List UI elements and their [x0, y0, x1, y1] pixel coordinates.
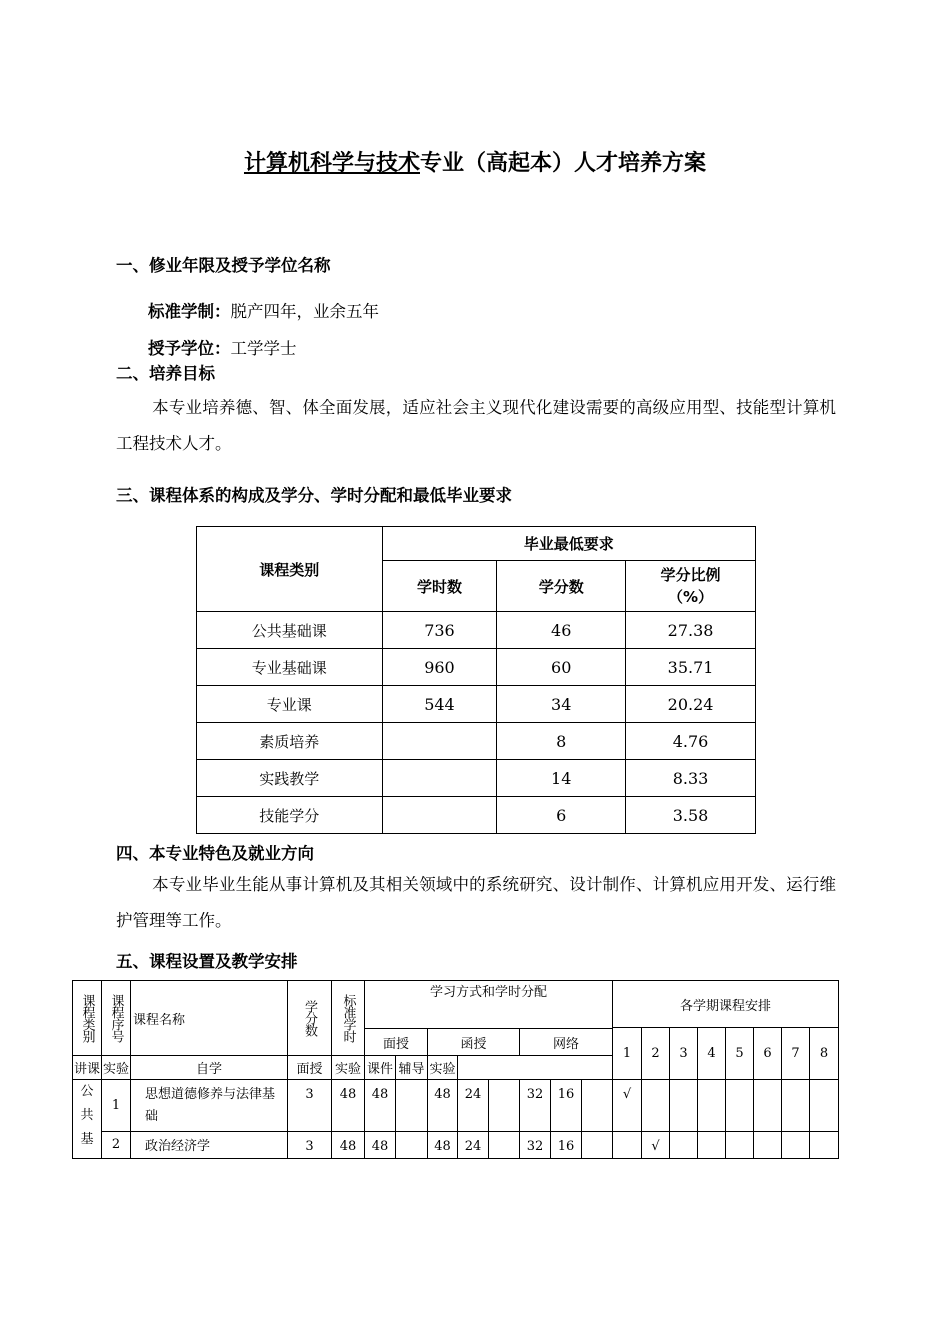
course-mode-hours — [396, 1080, 428, 1132]
page-title — [0, 146, 950, 177]
course-mode-hours: 24 — [458, 1080, 489, 1132]
course-mode-hours — [489, 1080, 520, 1132]
sub-courseware: 课件 — [365, 1056, 396, 1080]
sub-lab2: 实验 — [332, 1056, 365, 1080]
section-4-text — [116, 867, 836, 939]
sem-5: 5 — [726, 1028, 754, 1080]
credit-ratio: 27.38 — [626, 612, 756, 649]
credit-table — [196, 526, 756, 834]
credit-credits: 46 — [497, 612, 626, 649]
credit-hours — [382, 797, 497, 834]
course-mode-hours: 48 — [428, 1132, 458, 1159]
sub-lab: 实验 — [102, 1056, 131, 1080]
sem-7: 7 — [782, 1028, 810, 1080]
section-2-heading: 二、培养目标 — [116, 364, 215, 383]
course-hours: 48 — [332, 1080, 365, 1132]
course-mode-hours: 48 — [365, 1132, 396, 1159]
credit-ratio: 35.71 — [626, 649, 756, 686]
credit-category: 实践教学 — [197, 760, 383, 797]
course-mode-hours — [396, 1132, 428, 1159]
course-mode-hours: 32 — [520, 1132, 551, 1159]
col-credits: 学分数 — [497, 561, 626, 612]
course-semester-cell — [754, 1080, 782, 1132]
objective-text: 本专业培养德、智、体全面发展，适应社会主义现代化建设需要的高级应用型、技能型计算机工程技术人才。 — [116, 398, 836, 453]
col-group: 毕业最低要求 — [382, 527, 755, 561]
course-semester-cell — [810, 1132, 839, 1159]
col-hours: 学时数 — [382, 561, 497, 612]
section-5-heading: 五、课程设置及教学安排 — [116, 952, 298, 971]
course-row — [73, 1132, 839, 1159]
col-ratio: 学分比例（%） — [626, 561, 756, 612]
credit-row — [197, 649, 756, 686]
course-semester-cell — [726, 1080, 754, 1132]
course-semester-cell — [754, 1132, 782, 1159]
sub-tutor: 辅导 — [396, 1056, 428, 1080]
m-face: 面授 — [365, 1029, 428, 1056]
section-3-heading: 三、课程体系的构成及学分、学时分配和最低毕业要求 — [116, 486, 512, 505]
title-rest: 专业（高起本）人才培养方案 — [420, 151, 707, 176]
sub-face: 面授 — [288, 1056, 332, 1080]
course-semester-cell — [810, 1080, 839, 1132]
h-credits: 学分数 — [302, 1000, 317, 1036]
course-row — [73, 1080, 839, 1132]
course-name: 政治经济学 — [131, 1132, 288, 1159]
credit-hours: 736 — [382, 612, 497, 649]
course-name: 思想道德修养与法律基础 — [131, 1080, 288, 1132]
credit-hours — [382, 723, 497, 760]
sub-lab3: 实验 — [428, 1056, 458, 1080]
credit-category: 素质培养 — [197, 723, 383, 760]
credit-row — [197, 760, 756, 797]
sem-6: 6 — [754, 1028, 782, 1080]
credit-hours — [382, 760, 497, 797]
course-semester-cell — [726, 1132, 754, 1159]
section-2-text — [116, 390, 836, 462]
credit-row — [197, 686, 756, 723]
credit-row — [197, 612, 756, 649]
section-1-heading: 一、修业年限及授予学位名称 — [116, 256, 331, 275]
duration-label: 标准学制： — [148, 302, 231, 321]
credit-row — [197, 797, 756, 834]
h-modes: 学习方式和学时分配 — [365, 981, 613, 1029]
course-mode-hours: 16 — [551, 1080, 582, 1132]
credit-credits: 34 — [497, 686, 626, 723]
credit-hours: 544 — [382, 686, 497, 723]
degree-label: 授予学位： — [148, 339, 231, 358]
course-semester-cell — [698, 1132, 726, 1159]
credit-category: 专业课 — [197, 686, 383, 723]
course-semester-cell — [782, 1132, 810, 1159]
m-corr: 函授 — [428, 1029, 520, 1056]
credit-credits: 6 — [497, 797, 626, 834]
sub-lecture: 讲课 — [73, 1056, 102, 1080]
sem-8: 8 — [810, 1028, 839, 1080]
h-category: 课程类别 — [79, 994, 95, 1042]
sub-self: 自学 — [131, 1056, 288, 1080]
course-table — [72, 980, 839, 1159]
sem-2: 2 — [642, 1028, 670, 1080]
degree-line — [148, 335, 297, 359]
duration-line — [148, 298, 379, 322]
h-semesters: 各学期课程安排 — [613, 981, 839, 1028]
course-mode-hours — [582, 1132, 613, 1159]
h-seq: 课程序号 — [108, 994, 124, 1042]
credit-category: 公共基础课 — [197, 612, 383, 649]
credit-credits: 60 — [497, 649, 626, 686]
course-mode-hours — [582, 1080, 613, 1132]
credit-ratio: 20.24 — [626, 686, 756, 723]
course-hours: 48 — [332, 1132, 365, 1159]
course-mode-hours: 16 — [551, 1132, 582, 1159]
course-semester-cell — [670, 1080, 698, 1132]
course-semester-cell — [613, 1132, 642, 1159]
course-seq: 1 — [102, 1080, 131, 1132]
course-mode-hours: 48 — [365, 1080, 396, 1132]
credit-ratio: 3.58 — [626, 797, 756, 834]
degree-value: 工学学士 — [230, 339, 297, 358]
course-seq: 2 — [102, 1132, 131, 1159]
credit-ratio: 8.33 — [626, 760, 756, 797]
credit-credits: 14 — [497, 760, 626, 797]
h-hours: 标准学时 — [340, 994, 356, 1042]
course-group-label: 公共基 — [73, 1080, 102, 1159]
sem-4: 4 — [698, 1028, 726, 1080]
title-major: 计算机科学与技术 — [243, 151, 420, 176]
credit-category: 专业基础课 — [197, 649, 383, 686]
credit-ratio: 4.76 — [626, 723, 756, 760]
course-credits: 3 — [288, 1132, 332, 1159]
m-net: 网络 — [520, 1029, 613, 1056]
course-semester-cell — [698, 1080, 726, 1132]
credit-hours: 960 — [382, 649, 497, 686]
course-semester-cell: √ — [613, 1080, 642, 1132]
course-semester-cell — [782, 1080, 810, 1132]
duration-value: 脱产四年，业余五年 — [230, 302, 379, 321]
section-4-heading: 四、本专业特色及就业方向 — [116, 844, 314, 863]
course-mode-hours: 48 — [428, 1080, 458, 1132]
course-credits: 3 — [288, 1080, 332, 1132]
credit-credits: 8 — [497, 723, 626, 760]
course-mode-hours: 32 — [520, 1080, 551, 1132]
h-name: 课程名称 — [131, 981, 288, 1056]
course-mode-hours — [489, 1132, 520, 1159]
credit-row — [197, 723, 756, 760]
col-category: 课程类别 — [197, 527, 383, 612]
course-semester-cell: √ — [642, 1132, 670, 1159]
credit-category: 技能学分 — [197, 797, 383, 834]
course-semester-cell — [642, 1080, 670, 1132]
course-semester-cell — [670, 1132, 698, 1159]
sem-3: 3 — [670, 1028, 698, 1080]
sem-1: 1 — [613, 1028, 642, 1080]
employment-text: 本专业毕业生能从事计算机及其相关领域中的系统研究、设计制作、计算机应用开发、运行维护管理等工作。 — [116, 875, 836, 930]
course-mode-hours: 24 — [458, 1132, 489, 1159]
